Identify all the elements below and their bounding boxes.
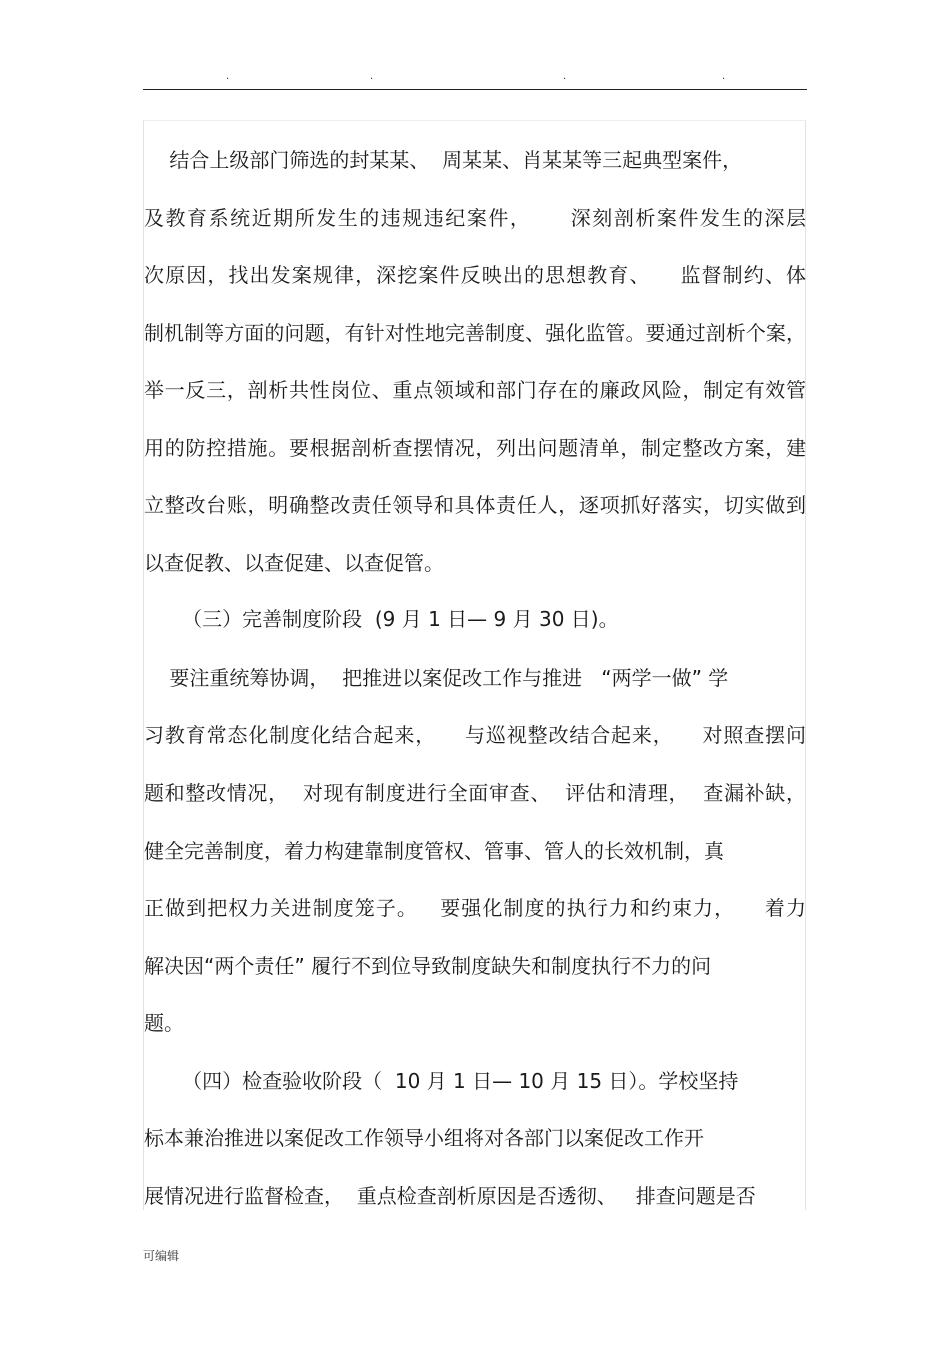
header-dot: . [563,71,567,82]
text-line: 结合上级部门筛选的封某某、 周某某、肖某某等三起典型案件， [144,148,743,172]
text-line: 习教育常态化制度化结合起来， 与巡视整改结合起来， 对照查摆问 [144,723,806,747]
text-line: 制机制等方面的问题，有针对性地完善制度、强化监管。要通过剖析个案， [144,321,806,345]
text-line: 举一反三，剖析共性岗位、重点领域和部门存在的廉政风险，制定有效管 [144,378,806,402]
text-line: 健全完善制度，着力构建靠制度管权、管事、管人的长效机制，真 [144,839,724,863]
text-line: 题和整改情况， 对现有制度进行全面审查、 评估和清理， 查漏补缺， [144,781,806,805]
text-line: 标本兼治推进以案促改工作领导小组将对各部门以案促改工作开 [144,1126,704,1150]
text-line: 用的防控措施。要根据剖析查摆情况，列出问题清单，制定整改方案，建 [144,436,806,460]
section-heading: （四）检查验收阶段（ 10 月 1 日— 10 月 15 日）。学校坚持 [144,1069,739,1093]
header-dot: . [370,71,374,82]
header-dot: . [722,71,726,82]
text-line: 次原因，找出发案规律，深挖案件反映出的思想教育、 监督制约、体 [144,263,806,287]
text-line: 要注重统筹协调， 把推进以案促改工作与推进 “两学一做” 学 [144,666,729,690]
text-line: 以查促教、以查促建、以查促管。 [144,551,444,575]
page-header-dots [143,70,807,86]
text-line: 题。 [144,1011,184,1035]
footer-editable-label: 可编辑 [143,1249,180,1263]
text-line: 解决因“两个责任” 履行不到位导致制度缺失和制度执行不力的问 [144,954,712,978]
header-dot: . [226,71,230,82]
text-line: 展情况进行监督检查， 重点检查剖析原因是否透彻、 排查问题是否 [144,1184,756,1208]
header-rule [143,89,807,90]
text-line: 正做到把权力关进制度笼子。 要强化制度的执行力和约束力， 着力 [144,896,806,920]
text-line: 及教育系统近期所发生的违规违纪案件， 深刻剖析案件发生的深层 [144,206,806,230]
section-heading: （三）完善制度阶段 (9 月 1 日— 9 月 30 日)。 [144,607,619,631]
text-line: 立整改台账，明确整改责任领导和具体责任人，逐项抓好落实，切实做到 [144,493,806,517]
